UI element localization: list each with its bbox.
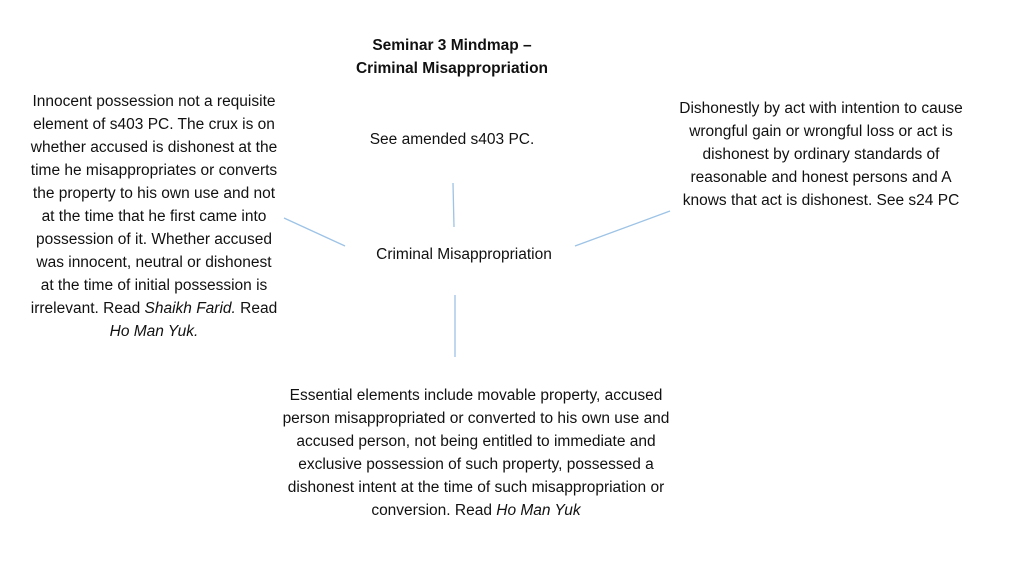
center-node-label: Criminal Misappropriation — [376, 246, 552, 263]
left-node-read: Read — [235, 300, 278, 317]
case-ho-man-yuk-left: Ho Man Yuk. — [109, 323, 199, 340]
top-node-text: See amended s403 PC. — [369, 131, 535, 148]
title-line-2: Criminal Misappropriation — [355, 60, 549, 77]
page-title — [300, 34, 604, 80]
title-line-1: Seminar 3 Mindmap – — [372, 37, 532, 54]
connector-right — [575, 211, 670, 246]
bottom-node-body: Essential elements include movable property, accused person misappropriated or converted to his own use and accused person, not being entitled to immediate and exclusive possession of such property, possessed a dishonest intent at the time of such misappropriation or conversion. Read — [282, 387, 670, 519]
connector-left — [284, 218, 345, 246]
bottom-node-text — [266, 384, 686, 522]
left-node-body: Innocent possession not a requisite element of s403 PC. The crux is on whether accused is dishonest at the time he misappropriates or converts the property to his own use and not at the time that he first came into possession of it. Whether accused was innocent, neutral or dishonest at the time of initial possession is irrelevant. Read — [30, 93, 278, 317]
connector-top — [453, 183, 454, 227]
case-shaikh-farid: Shaikh Farid. — [144, 300, 236, 317]
case-ho-man-yuk-bottom: Ho Man Yuk — [496, 502, 581, 519]
right-node-text: Dishonestly by act with intention to cause wrongful gain or wrongful loss or act is dishonest by ordinary standards of reasonable and honest persons and A knows that act is dishonest. See s24 PC — [679, 100, 963, 209]
left-node-text — [30, 90, 278, 343]
